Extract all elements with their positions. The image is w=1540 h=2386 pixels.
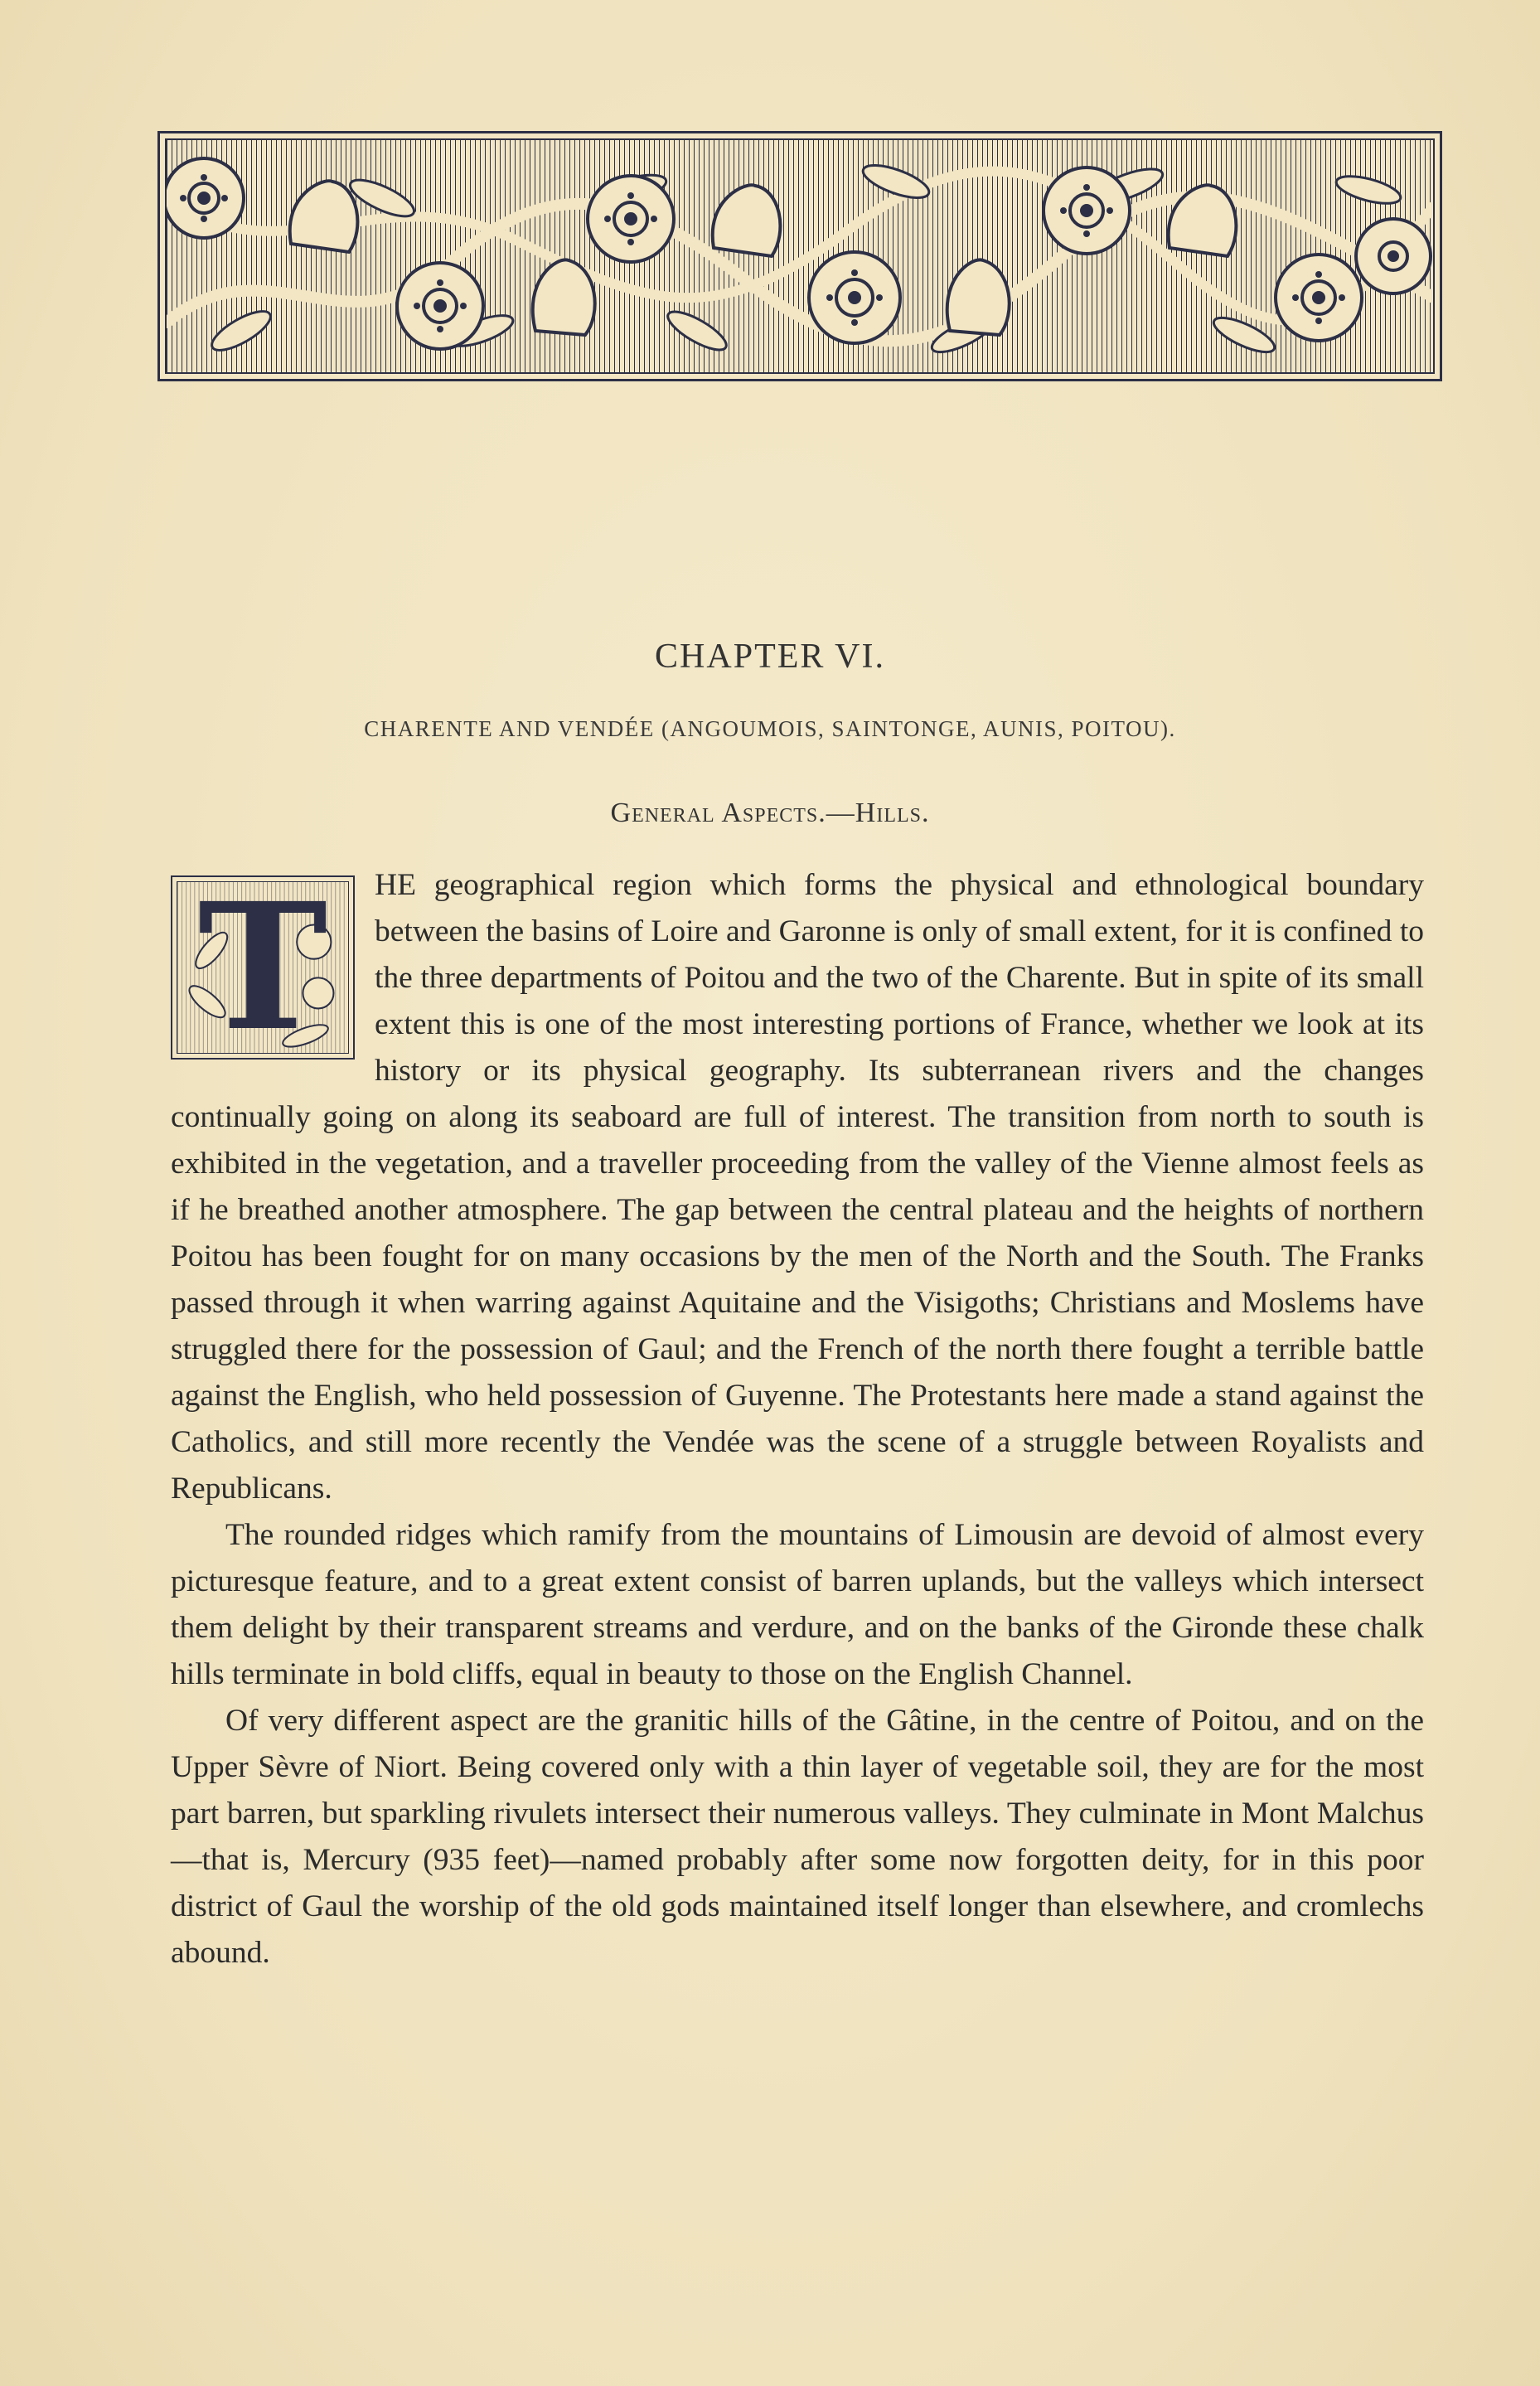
paragraph-3: Of very different aspect are the granitic hills of the Gâtine, in the centre of Poitou, and on the Upper Sèvre of Niort. Being covered only with a thin layer of vegetable soil, they are for the most part barren, but sparkling rivulets intersect their numerous valleys. They culminate in Mont Malchus—that is, Mercury (935 feet)—named probably after some now forgotten deity, for in this poor district of Gaul the worship of the old gods maintained itself longer than elsewhere, and cromlechs abound. — [171, 1704, 1424, 1970]
paragraph-1: HE geographical region which forms the physical and ethnological boundary between the basins of Loire and Garonne is only of small extent, for it is confined to the three departments of Poitou and the two of the Charente. But in spite of its small extent this is one of the most interesting portions of France, whether we look at its history or its physical geography. Its subterranean rivers and the changes continually going on along its seaboard are full of interest. The transition from north to south is exhibited in the vegetation, and a traveller proceeding from the valley of the Vienne almost feels as if he breathed another atmosphere. The gap between the central plateau and the heights of northern Poitou has been fought for on many occasions by the men of the North and the South. The Franks passed through it when warring against Aquitaine and the Visigoths; Christians and Moslems have struggled there for the possession of Gaul; and the French of the north there fought a terrible battle against the English, who held possession of Guyenne. The Protestants here made a stand against the Catholics, and still more recently the Vendée was the scene of a struggle between Royalists and Republicans. — [171, 868, 1424, 1506]
chapter-body — [171, 862, 1424, 1976]
floral-header-ornament — [157, 131, 1442, 381]
section-heading: General Aspects.—Hills. — [610, 798, 930, 828]
chapter-subtitle: CHARENTE AND VENDÉE (ANGOUMOIS, SAINTONGE, AUNIS, POITOU). — [364, 716, 1176, 741]
decorated-dropcap — [171, 875, 355, 1060]
chapter-title: CHAPTER VI. — [655, 638, 885, 676]
floral-vine-illustration — [167, 140, 1433, 372]
ornament-frame — [165, 138, 1435, 374]
dropcap-frame — [177, 881, 349, 1054]
dropcap-letter: T — [197, 881, 328, 1054]
paragraph-2: The rounded ridges which ramify from the mountains of Limousin are devoid of almost every picturesque feature, and to a great extent consist of barren uplands, but the valleys which intersect them delight by their transparent streams and verdure, and on the banks of the Gironde these chalk hills terminate in bold cliffs, equal in beauty to those on the English Channel. — [171, 1518, 1424, 1691]
